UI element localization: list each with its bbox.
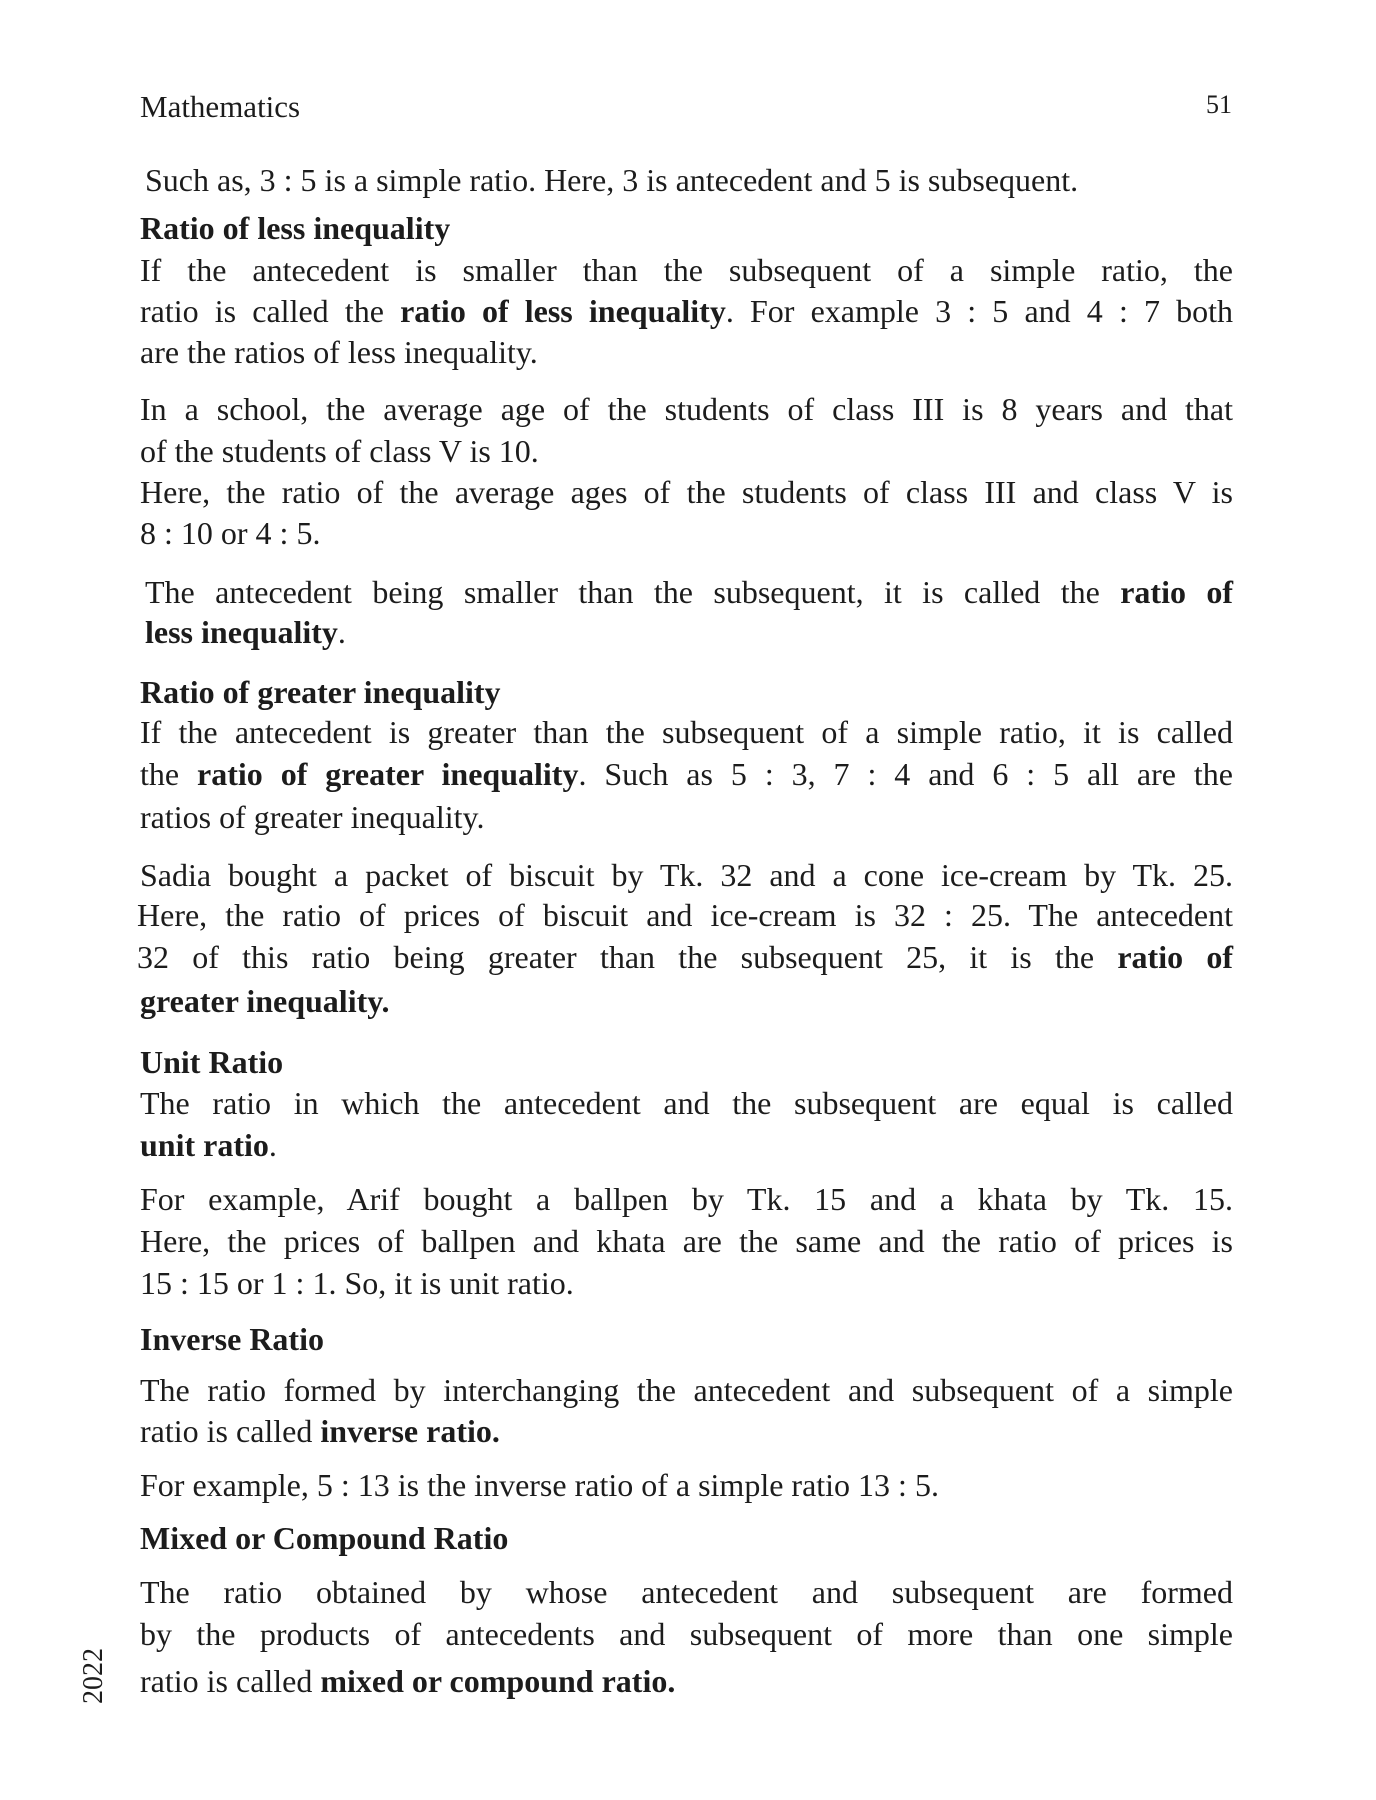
text-line	[140, 389, 1233, 429]
text-line	[140, 1411, 1233, 1451]
section-heading	[140, 1518, 1233, 1558]
bold-term: Ratio of less inequality	[140, 210, 451, 246]
bold-term: Inverse Ratio	[140, 1321, 324, 1357]
text-line	[140, 855, 1233, 895]
subject-header: Mathematics	[140, 89, 301, 124]
text-line	[140, 1263, 1233, 1303]
text-segment: Here, the ratio of prices of biscuit and ice-cream is 32 : 25. The antecedent	[137, 897, 1233, 933]
text-line	[145, 160, 1233, 200]
text-segment: ratio is called the	[140, 293, 401, 329]
bold-term: ratio of less inequality	[400, 293, 726, 329]
text-segment: by the products of antecedents and subsequent of more than one simple	[140, 1616, 1233, 1652]
bold-term: mixed or compound ratio.	[320, 1663, 676, 1699]
text-segment: 8 : 10 or 4 : 5.	[140, 515, 321, 551]
text-segment: If the antecedent is smaller than the subsequent of a simple ratio, the	[140, 252, 1233, 288]
text-segment: ratio is called	[140, 1663, 321, 1699]
text-line	[140, 1221, 1233, 1261]
section-heading	[140, 1042, 1233, 1082]
text-segment: .	[337, 614, 346, 650]
bold-term: Ratio of greater inequality	[140, 674, 501, 710]
text-segment: If the antecedent is greater than the subsequent of a simple ratio, it is called	[140, 714, 1233, 750]
bold-term: ratio of	[1120, 574, 1234, 610]
text-segment: In a school, the average age of the students of class III is 8 years and that	[140, 391, 1233, 427]
text-segment: The ratio formed by interchanging the antecedent and subsequent of a simple	[140, 1372, 1233, 1408]
bold-term: Mixed or Compound Ratio	[140, 1520, 509, 1556]
text-segment: . Such as 5 : 3, 7 : 4 and 6 : 5 all are the	[578, 756, 1234, 792]
section-heading	[140, 208, 1233, 248]
bold-term: ratio of	[1117, 939, 1234, 975]
text-segment: . For example 3 : 5 and 4 : 7 both	[725, 293, 1234, 329]
text-segment: The ratio in which the antecedent and the subsequent are equal is called	[140, 1085, 1233, 1121]
text-segment: Here, the ratio of the average ages of the students of class III and class V is	[140, 474, 1233, 510]
text-line	[140, 1125, 1233, 1165]
text-line	[140, 1083, 1233, 1123]
text-line	[140, 981, 1233, 1021]
text-segment: For example, 5 : 13 is the inverse ratio of a simple ratio 13 : 5.	[140, 1467, 939, 1503]
page-number: 51	[1206, 90, 1232, 119]
text-line	[140, 1572, 1233, 1612]
text-segment: of the students of class V is 10.	[140, 433, 539, 469]
bold-term: ratio of greater inequality	[197, 756, 579, 792]
text-line	[140, 513, 1233, 553]
text-segment: The ratio obtained by whose antecedent and subsequent are formed	[140, 1574, 1233, 1610]
section-heading	[140, 1319, 1233, 1359]
text-line	[140, 472, 1233, 512]
bold-term: greater inequality.	[140, 983, 390, 1019]
text-segment: The antecedent being smaller than the subsequent, it is called the	[145, 574, 1121, 610]
text-segment: Such as, 3 : 5 is a simple ratio. Here, 3 is antecedent and 5 is subsequent.	[145, 162, 1079, 198]
section-heading	[140, 672, 1233, 712]
text-line	[140, 250, 1233, 290]
text-line	[140, 1370, 1233, 1410]
text-line	[145, 572, 1233, 612]
text-segment: For example, Arif bought a ballpen by Tk. 15 and a khata by Tk. 15.	[140, 1181, 1233, 1217]
text-line	[140, 797, 1233, 837]
bold-term: unit ratio	[140, 1127, 269, 1163]
text-line	[145, 612, 1233, 652]
text-segment: .	[268, 1127, 277, 1163]
text-line	[140, 754, 1233, 794]
text-line	[140, 291, 1233, 331]
year-side-text: 2022	[78, 1648, 109, 1704]
text-segment: are the ratios of less inequality.	[140, 334, 538, 370]
text-segment: ratios of greater inequality.	[140, 799, 485, 835]
bold-term: less inequality	[145, 614, 338, 650]
text-line	[140, 1465, 1233, 1505]
text-segment: the	[140, 756, 198, 792]
text-line	[140, 1661, 1233, 1701]
text-line	[140, 712, 1233, 752]
text-line	[137, 895, 1233, 935]
text-segment: 15 : 15 or 1 : 1. So, it is unit ratio.	[140, 1265, 574, 1301]
bold-term: Unit Ratio	[140, 1044, 284, 1080]
text-line	[140, 1179, 1233, 1219]
text-segment: Here, the prices of ballpen and khata are the same and the ratio of prices is	[140, 1223, 1233, 1259]
text-line	[137, 937, 1233, 977]
text-line	[140, 1614, 1233, 1654]
text-line	[140, 431, 1233, 471]
text-segment: Sadia bought a packet of biscuit by Tk. 32 and a cone ice-cream by Tk. 25.	[140, 857, 1233, 893]
bold-term: inverse ratio.	[320, 1413, 500, 1449]
text-segment: 32 of this ratio being greater than the subsequent 25, it is the	[137, 939, 1118, 975]
text-line	[140, 332, 1233, 372]
text-segment: ratio is called	[140, 1413, 321, 1449]
